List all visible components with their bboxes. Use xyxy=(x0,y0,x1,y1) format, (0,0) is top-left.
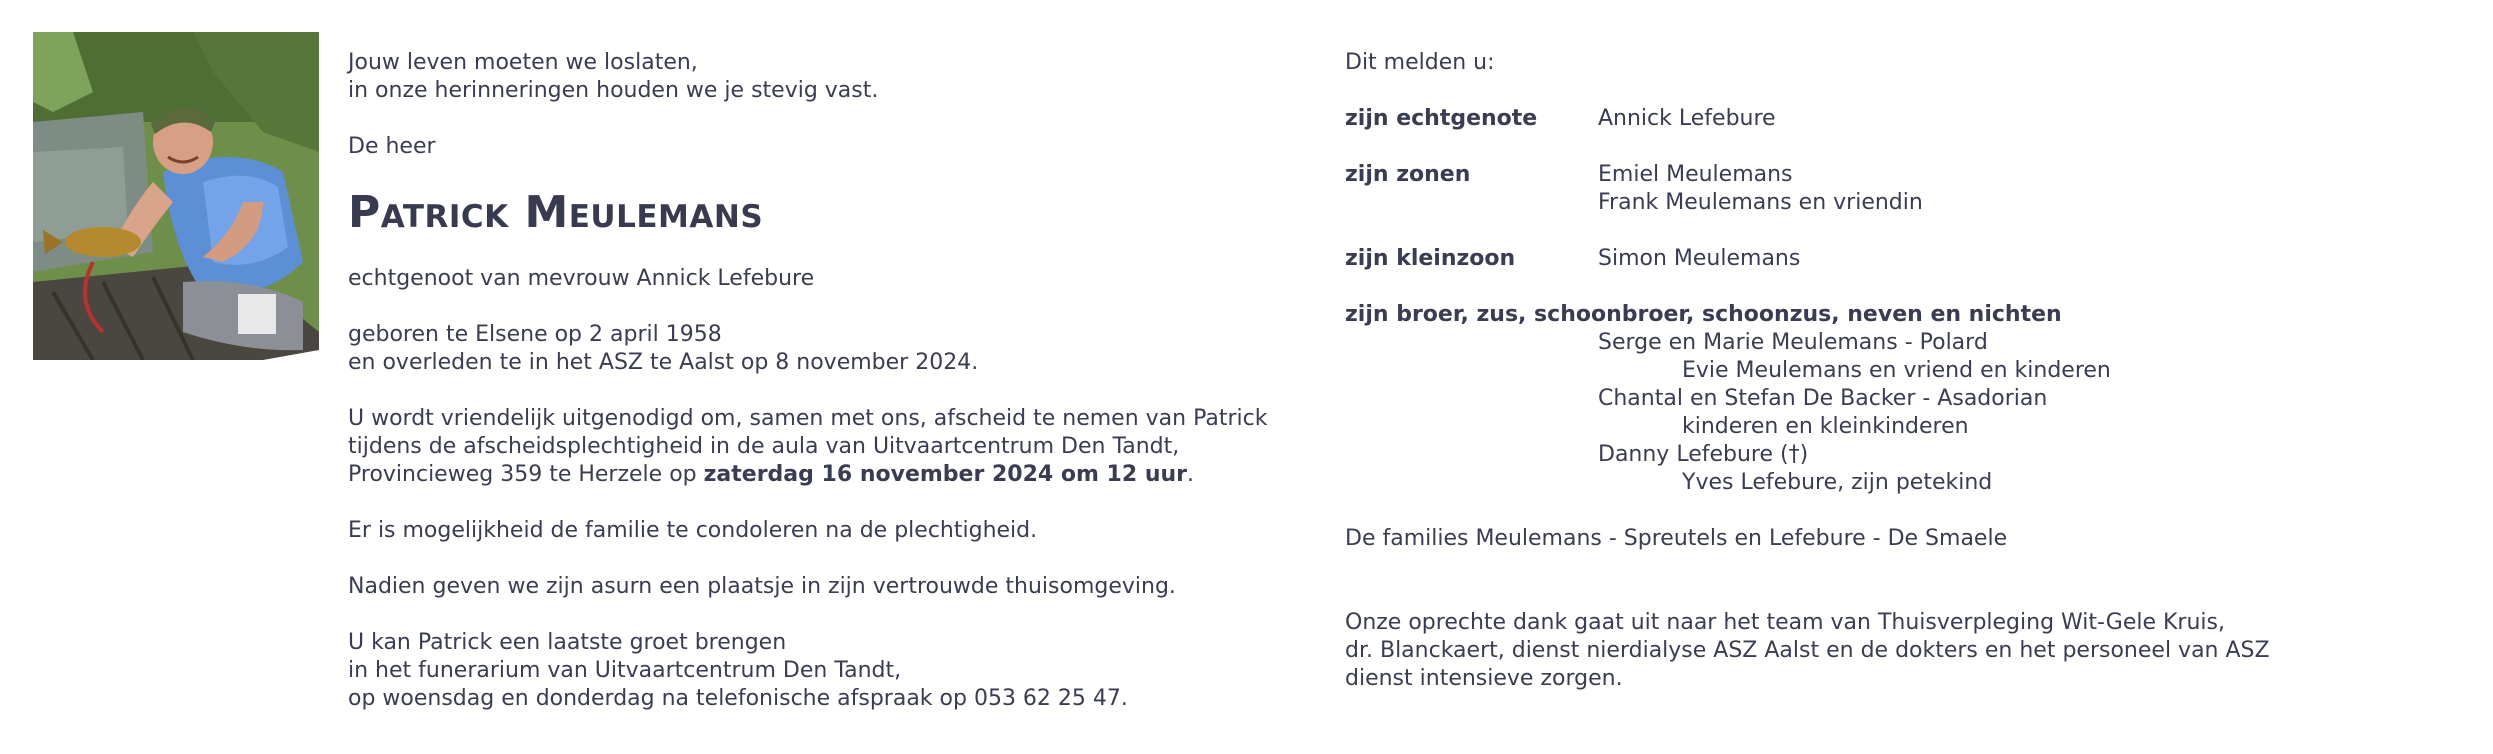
relation-label: zijn zonen xyxy=(1345,162,1471,187)
portrait-photo xyxy=(33,32,319,360)
visit-line-2: in het funerarium van Uitvaartcentrum Den Tandt, xyxy=(348,658,902,683)
invitation-line-3 xyxy=(348,461,1308,489)
deceased-name: Patrick Meulemans xyxy=(348,187,764,238)
ashes-line: Nadien geven we zijn asurn een plaatsje in zijn vertrouwde thuisomgeving. xyxy=(348,574,1176,599)
birth-line: geboren te Elsene op 2 april 1958 xyxy=(348,322,722,347)
obituary-main-text xyxy=(348,49,1308,713)
siblings-title: zijn broer, zus, schoonbroer, schoonzus, neven en nichten xyxy=(1345,302,2062,327)
relation-label: zijn kleinzoon xyxy=(1345,246,1516,271)
invitation-end: . xyxy=(1187,462,1194,487)
thanks-line-2: dr. Blanckaert, dienst nierdialyse ASZ Aalst en de dokters en het personeel van ASZ xyxy=(1345,638,2270,663)
portrait-photo-icon xyxy=(33,32,319,360)
relation-name: Frank Meulemans en vriendin xyxy=(1598,190,1923,215)
sibling-sub: kinderen en kleinkinderen xyxy=(1682,414,1969,439)
death-line: en overleden te in het ASZ te Aalst op 8 november 2024. xyxy=(348,350,979,375)
sibling-name: Serge en Marie Meulemans - Polard xyxy=(1598,330,1988,355)
sibling-sub: Yves Lefebure, zijn petekind xyxy=(1682,470,1993,495)
motto-line-1: Jouw leven moeten we loslaten, xyxy=(348,50,698,75)
relation-grandson xyxy=(1345,245,2445,273)
thanks-line-3: dienst intensieve zorgen. xyxy=(1345,666,1623,691)
visit-line-1: U kan Patrick een laatste groet brengen xyxy=(348,630,787,655)
families-line: De families Meulemans - Spreutels en Lefebure - De Smaele xyxy=(1345,526,2008,551)
relation-label: zijn echtgenote xyxy=(1345,106,1538,131)
sibling-name: Danny Lefebure (†) xyxy=(1598,442,1809,467)
sibling-name: Chantal en Stefan De Backer - Asadorian xyxy=(1598,386,2048,411)
sibling-sub: Evie Meulemans en vriend en kinderen xyxy=(1682,358,2111,383)
family-announcement xyxy=(1345,49,2445,693)
thanks-line-1: Onze oprechte dank gaat uit naar het team van Thuisverpleging Wit-Gele Kruis, xyxy=(1345,610,2225,635)
ceremony-date: zaterdag 16 november 2024 om 12 uur xyxy=(703,462,1187,487)
announcement-intro: Dit melden u: xyxy=(1345,50,1495,75)
invitation-line-1: U wordt vriendelijk uitgenodigd om, samen met ons, afscheid te nemen van Patrick xyxy=(348,406,1268,431)
relation-name: Emiel Meulemans xyxy=(1598,162,1793,187)
relation-name: Simon Meulemans xyxy=(1598,246,1801,271)
relation-name: Annick Lefebure xyxy=(1598,106,1776,131)
honorific: De heer xyxy=(348,134,436,159)
motto-line-2: in onze herinneringen houden we je stevig vast. xyxy=(348,78,879,103)
spouse-line: echtgenoot van mevrouw Annick Lefebure xyxy=(348,266,815,291)
invitation-address: Provincieweg 359 te Herzele op xyxy=(348,462,704,487)
relation-sons xyxy=(1345,161,2445,217)
relation-spouse xyxy=(1345,105,2445,133)
condolence-line: Er is mogelijkheid de familie te condoleren na de plechtigheid. xyxy=(348,518,1038,543)
visit-line-3: op woensdag en donderdag na telefonische afspraak op 053 62 25 47. xyxy=(348,686,1128,711)
invitation-line-2: tijdens de afscheidsplechtigheid in de aula van Uitvaartcentrum Den Tandt, xyxy=(348,434,1180,459)
